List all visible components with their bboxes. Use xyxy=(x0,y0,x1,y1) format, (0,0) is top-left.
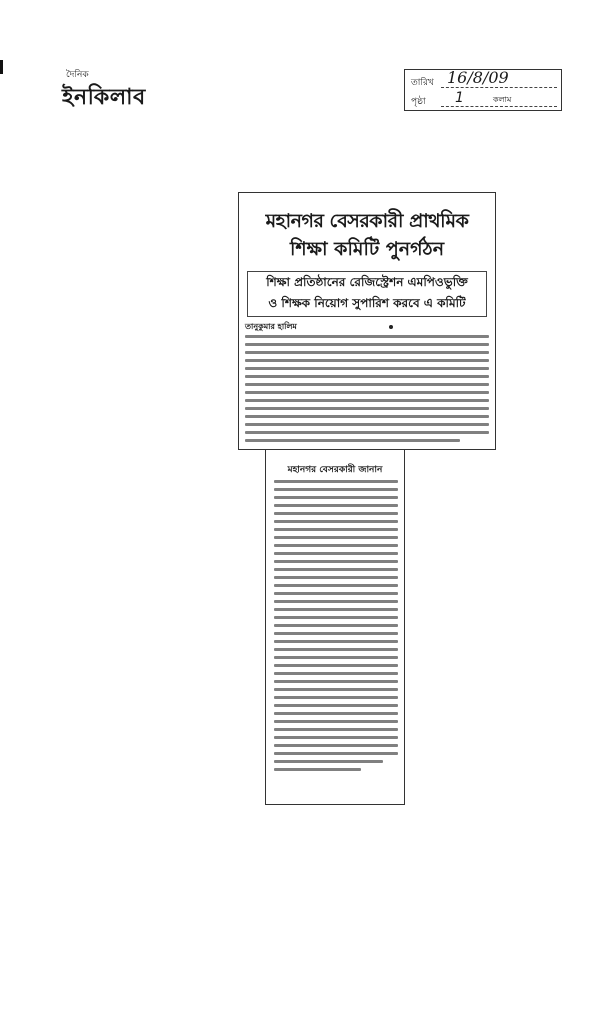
date-underline xyxy=(441,87,557,88)
subheadline-line-2: ও শিক্ষক নিয়োগ সুপারিশ করবে এ কমিটি xyxy=(268,296,466,310)
byline: তানুকুমার হালিম xyxy=(245,322,297,331)
page-label: পৃষ্ঠা xyxy=(411,97,426,107)
date-page-stamp xyxy=(404,69,562,111)
continuation-body-text xyxy=(274,480,398,776)
scan-edge-mark xyxy=(0,60,3,74)
article-body-text xyxy=(245,335,489,447)
ink-mark xyxy=(389,325,393,329)
subheadline-box xyxy=(247,271,487,317)
headline-line-1: মহানগর বেসরকারী প্রাথমিক xyxy=(265,210,469,232)
continuation-heading: মহানগর বেসরকারী জানান xyxy=(287,465,383,475)
newspaper-name: ইনকিলাব xyxy=(62,85,146,110)
news-clipping xyxy=(238,192,496,450)
headline-line-2: শিক্ষা কমিটি পুনর্গঠন xyxy=(289,238,445,260)
date-value: 16/8/09 xyxy=(447,68,509,87)
column-label: কলাম xyxy=(493,95,512,104)
subheadline-line-1: শিক্ষা প্রতিষ্ঠানের রেজিস্ট্রেশন এমপিওভুক্তি xyxy=(266,275,468,289)
page-value: 1 xyxy=(455,90,464,106)
date-label: তারিখ xyxy=(411,78,434,88)
page-underline xyxy=(441,106,557,107)
edition-label: দৈনিক xyxy=(66,70,89,80)
news-clipping-continuation xyxy=(265,450,405,805)
